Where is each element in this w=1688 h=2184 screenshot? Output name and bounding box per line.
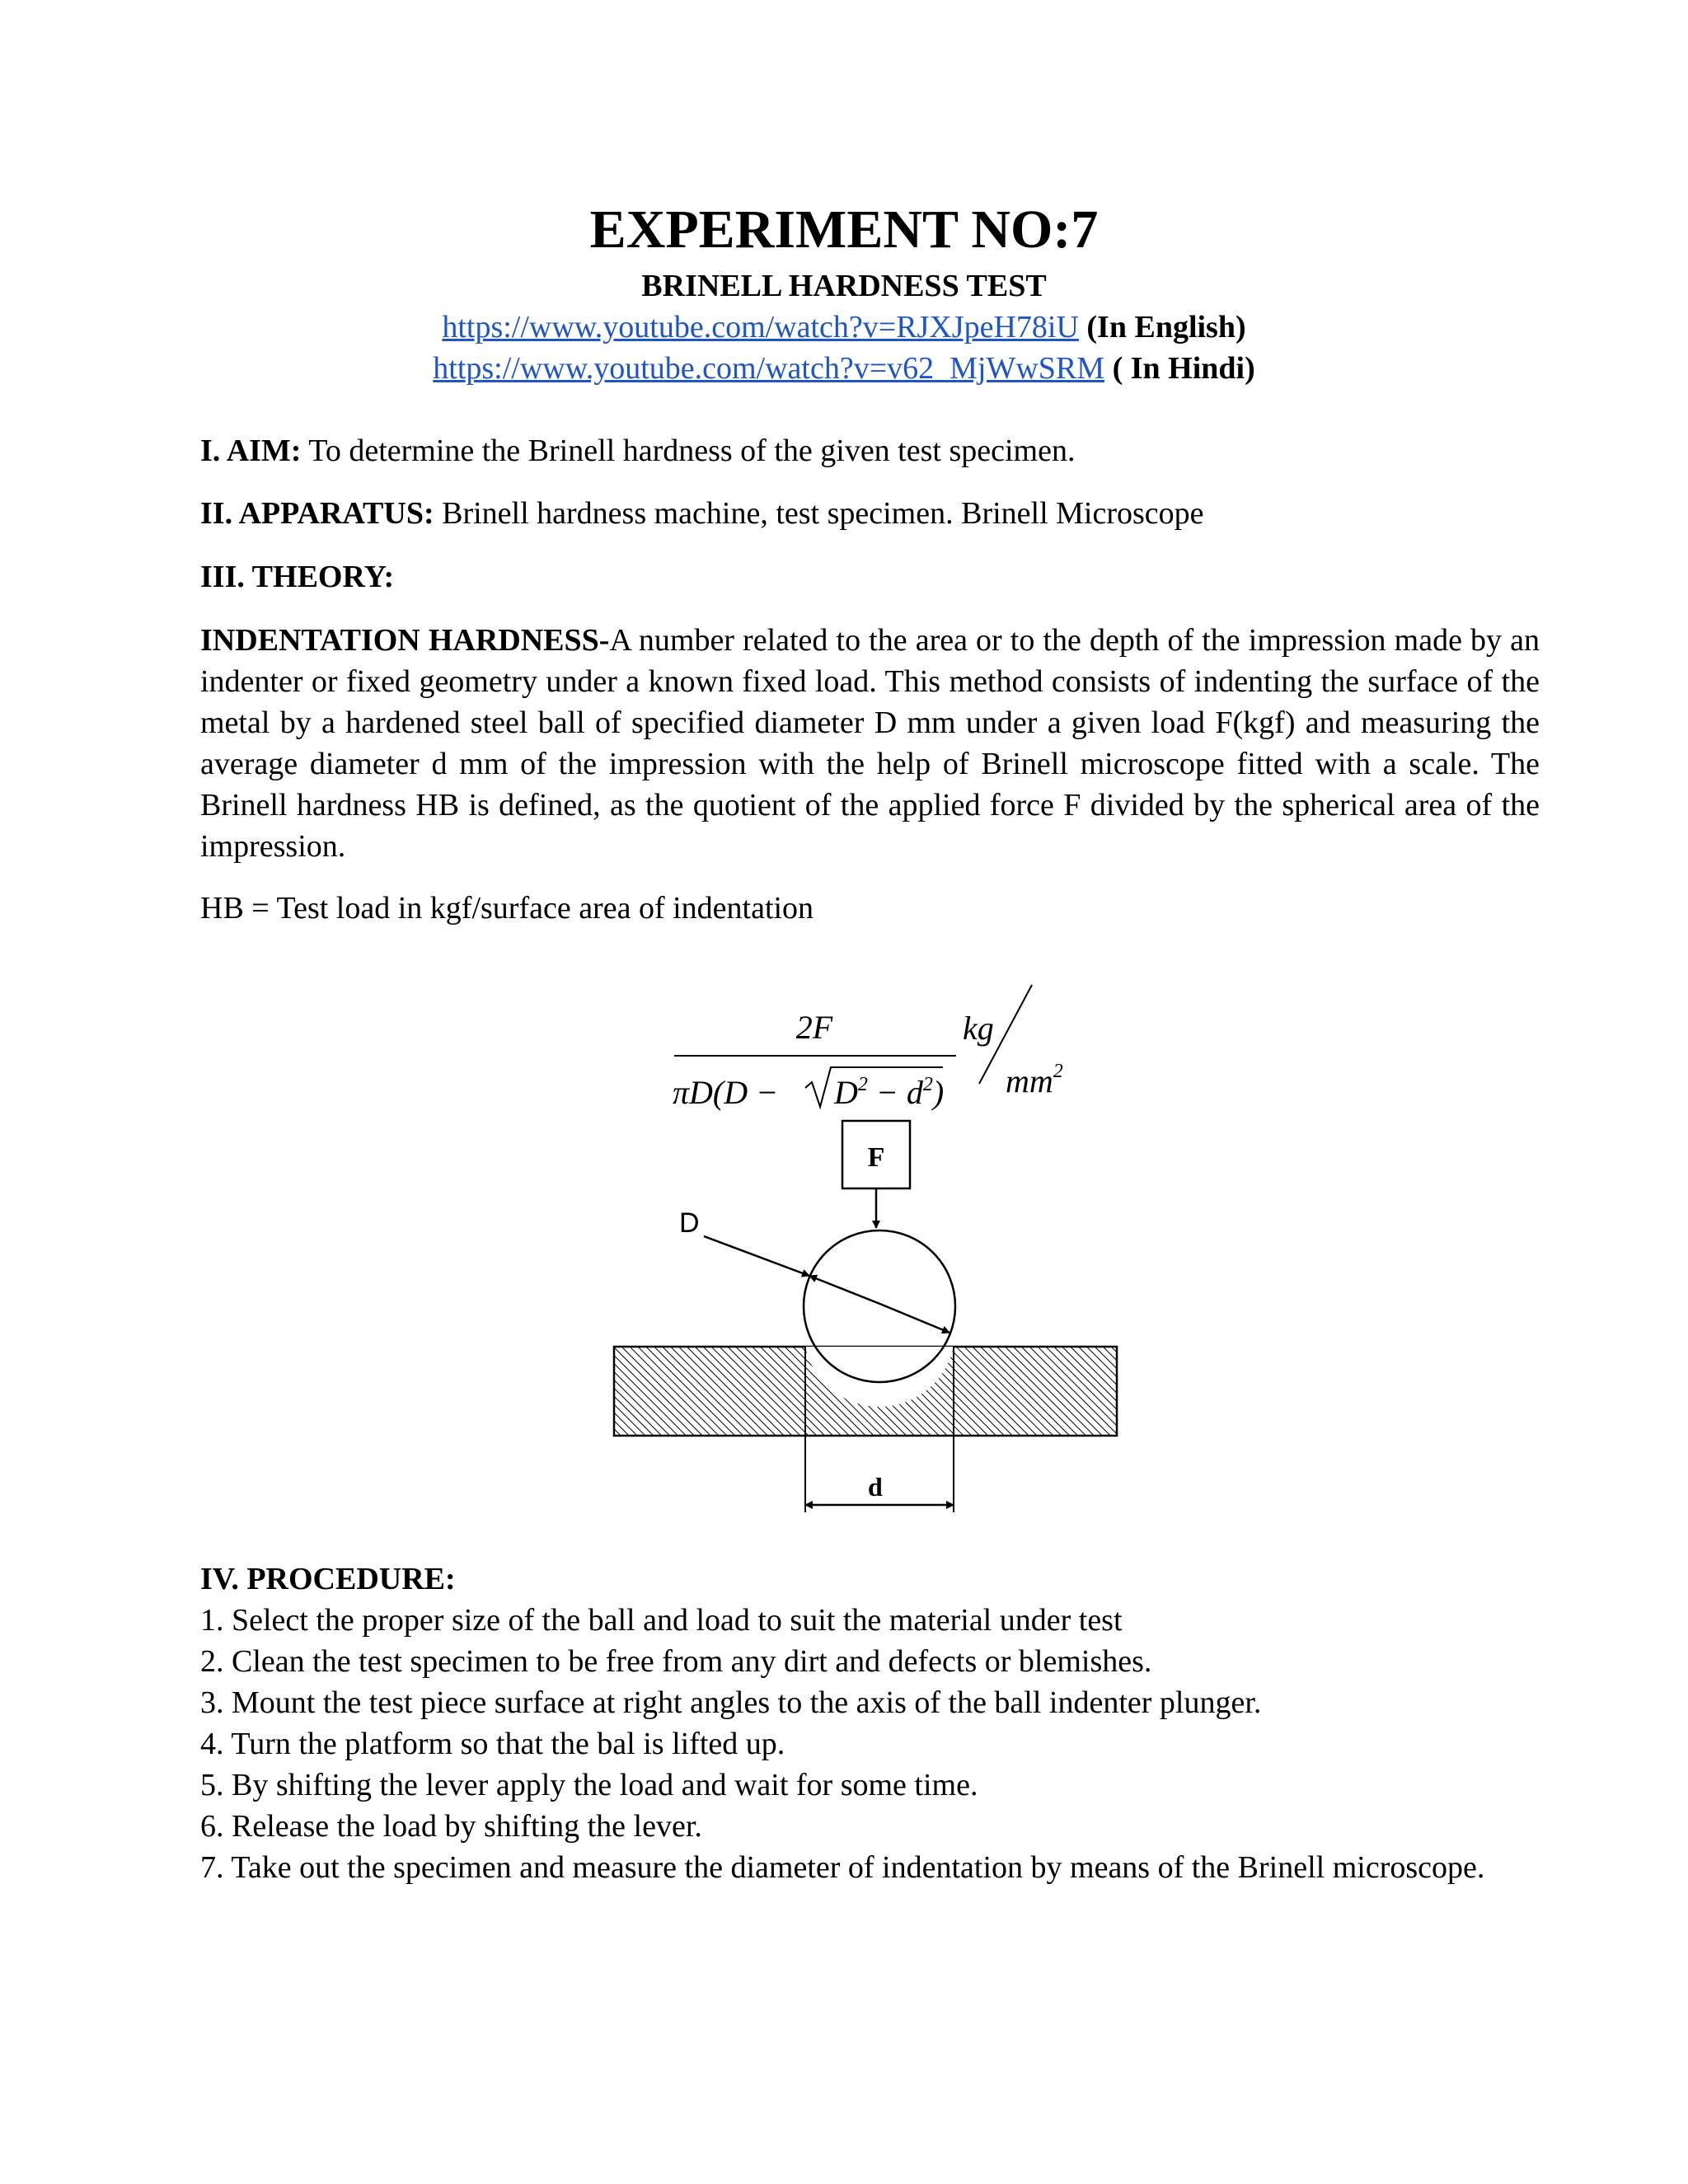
english-video-link[interactable]: https://www.youtube.com/watch?v=RJXJpeH78iU	[442, 310, 1079, 344]
hb-definition: HB = Test load in kgf/surface area of indentation	[200, 891, 814, 926]
procedure-step: 6. Release the load by shifting the lever.	[200, 1809, 702, 1844]
apparatus-label: II. APPARATUS:	[200, 496, 434, 531]
indentation-hardness-text: A number related to the area or to the depth of the impression made by an indenter or fixed geometry under a known fixed load. This method consists of indenting the surface of the metal by a hardened steel ball of specified diameter D mm under a given load F(kgf) and measuring the average diameter d mm of the impression with the help of Brinell microscope fitted with a scale. The Brinell hardness HB is defined, as the quotient of the applied force F divided by the spherical area of the impression.	[200, 623, 1540, 864]
aim-text: To determine the Brinell hardness of the given test specimen.	[301, 434, 1076, 468]
procedure-step: 5. By shifting the lever apply the load and wait for some time.	[200, 1768, 978, 1802]
ball-diameter-arrow-down	[882, 1305, 950, 1333]
procedure-step: 4. Turn the platform so that the bal is lifted up.	[200, 1727, 785, 1761]
ball-diameter-arrow-up	[809, 1276, 882, 1305]
formula-root-content	[833, 1074, 944, 1111]
ball-diameter-leader	[704, 1236, 809, 1276]
formula-root-d: D	[834, 1074, 858, 1111]
page-subtitle: BRINELL HARDNESS TEST	[641, 269, 1047, 303]
theory-heading: III. THEORY:	[200, 560, 395, 594]
formula-unit-kg: kg	[963, 1010, 994, 1047]
formula-denominator-main: D(D −	[689, 1074, 779, 1111]
hindi-language-label: ( In Hindi)	[1112, 351, 1255, 386]
procedure-step: 1. Select the proper size of the ball and load to suit the material under test	[200, 1603, 1123, 1638]
indent-diameter-label: d	[868, 1472, 883, 1502]
brinell-figure	[593, 960, 1137, 1537]
formula-root-sq: 2	[857, 1074, 868, 1095]
apparatus-text: Brinell hardness machine, test specimen. Brinell Microscope	[434, 496, 1204, 531]
formula-root-d-sq: 2	[922, 1074, 933, 1095]
procedure-step: 7. Take out the specimen and measure the diameter of indentation by means of the Brinell microscope.	[200, 1850, 1485, 1885]
procedure-list	[200, 1600, 1540, 1888]
english-language-label: (In English)	[1086, 310, 1246, 344]
brinell-formula	[673, 985, 1063, 1111]
procedure-heading: IV. PROCEDURE:	[200, 1562, 456, 1596]
ball-diameter-label: D	[679, 1207, 700, 1239]
formula-close-paren: )	[932, 1074, 945, 1111]
indentation-diagram	[614, 1121, 1117, 1512]
formula-numerator: 2F	[795, 1009, 833, 1046]
formula-pi: π	[673, 1074, 690, 1111]
english-video-line	[0, 307, 1688, 348]
indentation-hardness-paragraph	[200, 620, 1540, 867]
formula-unit-mm-text: mm	[1006, 1062, 1053, 1099]
hindi-video-link[interactable]: https://www.youtube.com/watch?v=v62_MjWwSRM	[433, 351, 1105, 386]
force-label: F	[867, 1142, 885, 1173]
formula-unit-mm	[1006, 1061, 1063, 1099]
procedure-step: 2. Clean the test specimen to be free from any dirt and defects or blemishes.	[200, 1644, 1152, 1679]
apparatus-section	[200, 493, 1540, 534]
formula-root-minus: − d	[867, 1074, 923, 1111]
aim-label: I. AIM:	[200, 434, 302, 468]
page-title: EXPERIMENT NO:7	[589, 199, 1099, 260]
formula-unit-exp: 2	[1053, 1061, 1063, 1082]
hindi-video-line	[0, 348, 1688, 389]
aim-section	[200, 430, 1540, 471]
indentation-hardness-label: INDENTATION HARDNESS-	[200, 623, 610, 658]
procedure-step: 3. Mount the test piece surface at right angles to the axis of the ball indenter plunger.	[200, 1685, 1262, 1720]
formula-denominator	[673, 1074, 778, 1111]
